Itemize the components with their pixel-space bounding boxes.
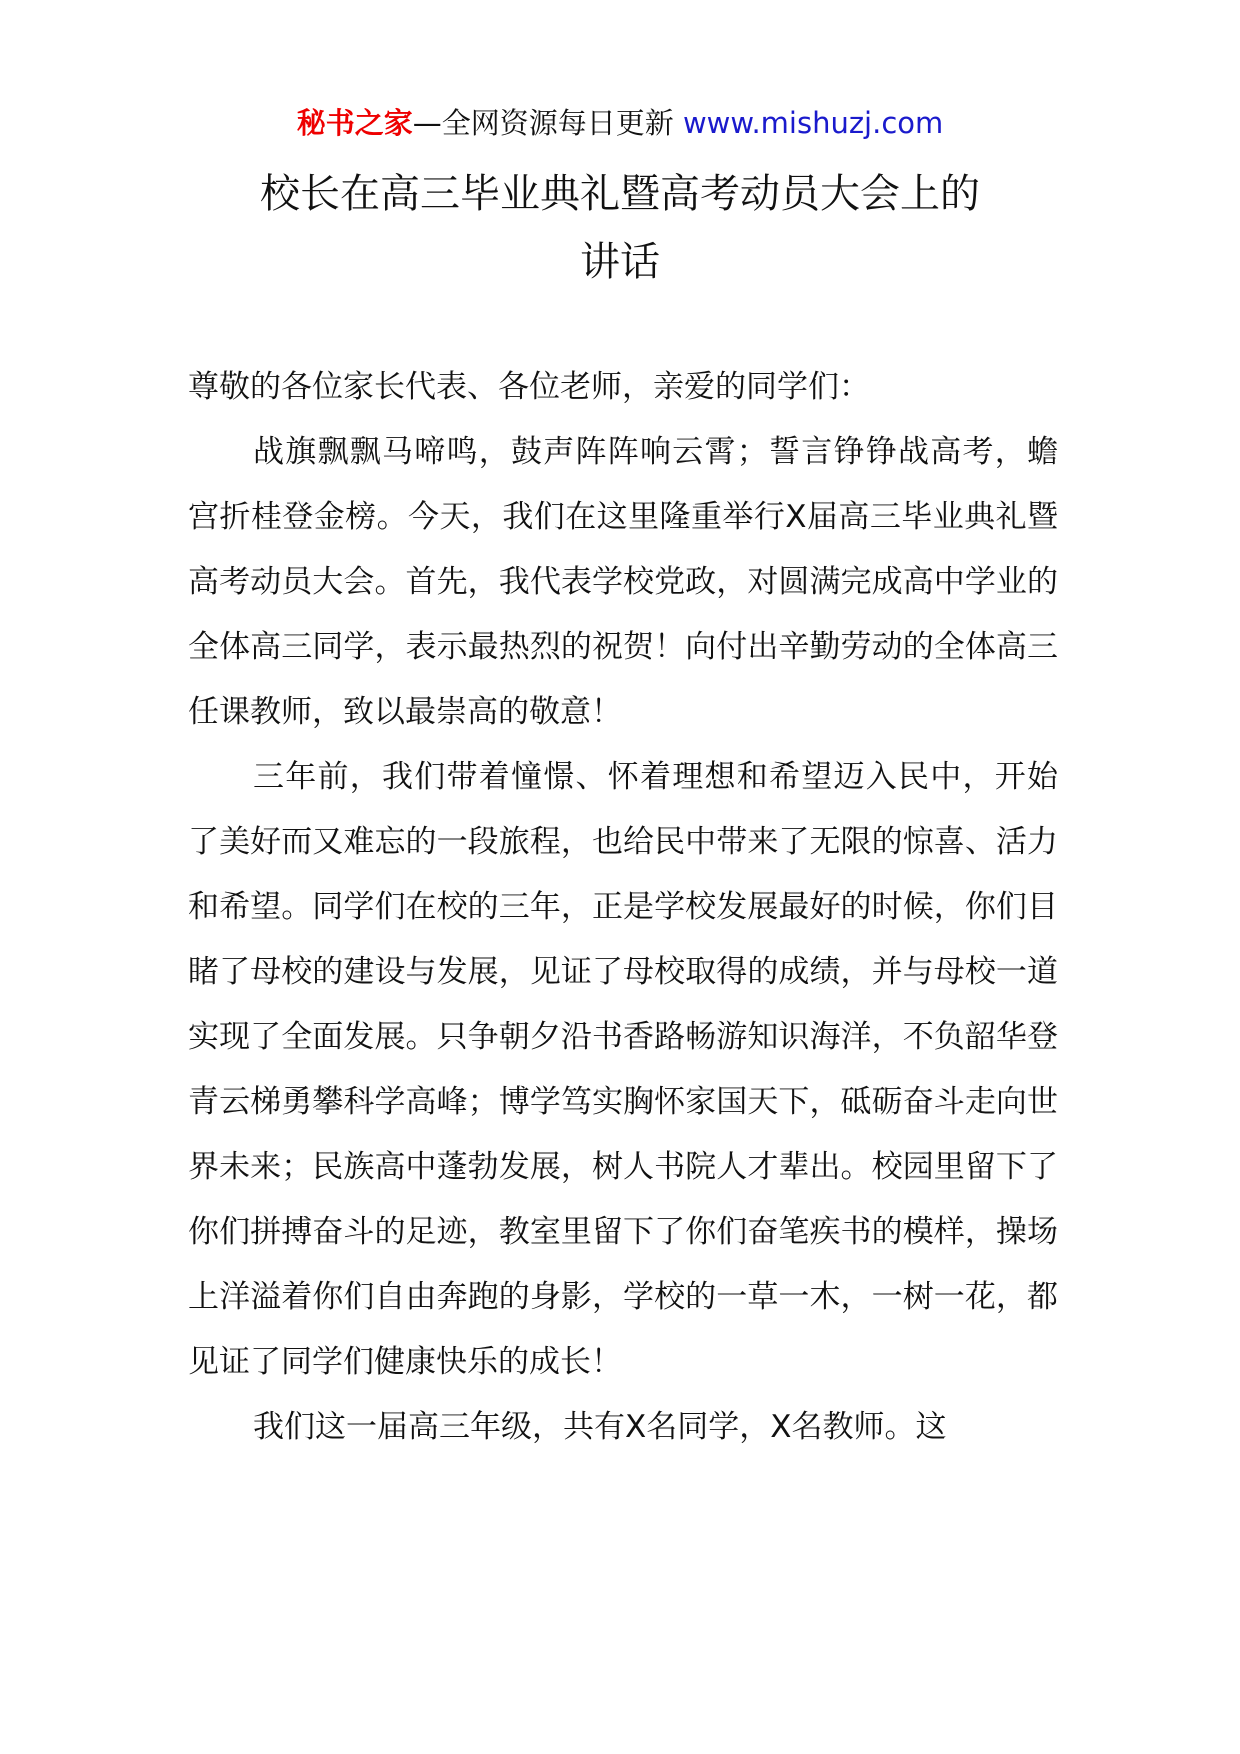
document-body [188,355,1058,1460]
title-line-1: 校长在高三毕业典礼暨高考动员大会上的 [260,171,980,217]
title-line-2: 讲话 [580,239,660,285]
document-title [150,160,1090,296]
site-brand: 秘书之家 [296,106,413,140]
site-tagline: —全网资源每日更新 [412,106,683,140]
site-header [0,100,1240,146]
paragraph-grade-intro: 我们这一届高三年级，共有X名同学，X名教师。这 [253,1409,947,1445]
salutation: 尊敬的各位家长代表、各位老师，亲爱的同学们： [188,369,870,405]
paragraph-opening: 战旗飘飘马啼鸣，鼓声阵阵响云霄；誓言铮铮战高考，蟾宫折桂登金榜。今天，我们在这里隆重举行X届高三毕业典礼暨高考动员大会。首先，我代表学校党政，对圆满完成高中学业的全体高三同学，表示最热烈的祝贺！向付出辛勤劳动的全体高三任课教师，致以最崇高的敬意！ [188,434,1058,730]
site-url-link[interactable]: www.mishuzj.com [682,106,944,140]
paragraph-three-years: 三年前，我们带着憧憬、怀着理想和希望迈入民中，开始了美好而又难忘的一段旅程，也给民中带来了无限的惊喜、活力和希望。同学们在校的三年，正是学校发展最好的时候，你们目睹了母校的建设与发展，见证了母校取得的成绩，并与母校一道实现了全面发展。只争朝夕沿书香路畅游知识海洋，不负韶华登青云梯勇攀科学高峰；博学笃实胸怀家国天下，砥砺奋斗走向世界未来；民族高中蓬勃发展，树人书院人才辈出。校园里留下了你们拼搏奋斗的足迹，教室里留下了你们奋笔疾书的模样，操场上洋溢着你们自由奔跑的身影，学校的一草一木，一树一花，都见证了同学们健康快乐的成长！ [188,759,1058,1380]
